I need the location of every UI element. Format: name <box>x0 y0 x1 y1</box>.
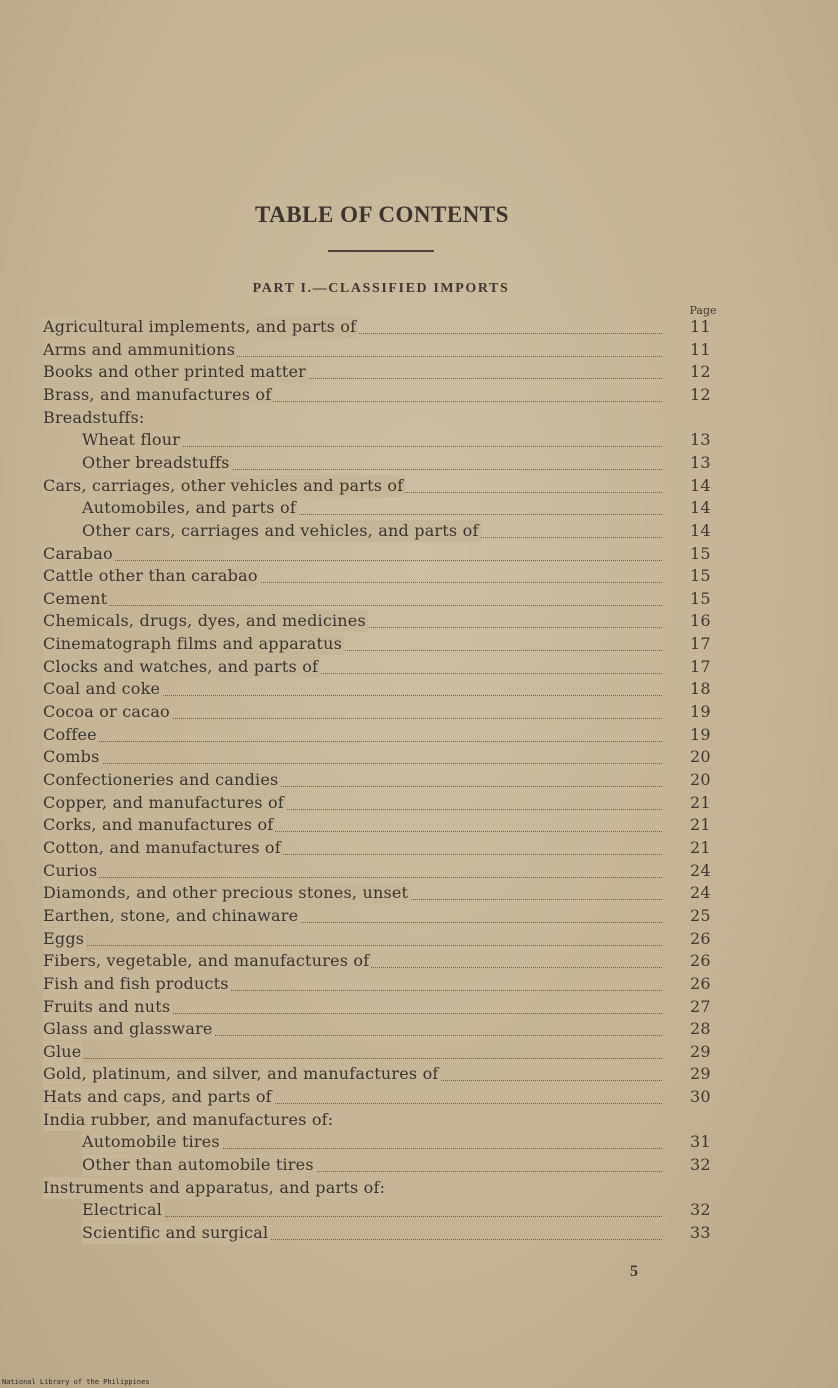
dot-leader <box>43 719 662 742</box>
toc-entry-page: 15 <box>690 588 711 608</box>
toc-entry-label: Combs <box>43 747 100 767</box>
toc-entry-label: Brass, and manufactures of <box>43 384 272 404</box>
toc-entry-label: Cinematograph films and apparatus <box>43 634 343 654</box>
toc-entry-label: Cars, carriages, other vehicles and parts of <box>43 475 404 495</box>
toc-entry-page: 26 <box>690 928 711 948</box>
toc-entry-label: Arms and ammunitions <box>43 339 236 359</box>
toc-entry-page: 18 <box>690 679 711 699</box>
dot-leader <box>43 1036 662 1059</box>
toc-entry-page: 28 <box>690 1019 711 1039</box>
toc-entry-page: 21 <box>690 815 711 835</box>
scan-credit: National Library of the Philippines <box>2 1378 150 1386</box>
toc-entry-label: Copper, and manufactures of <box>43 792 284 812</box>
toc-entry-page: 26 <box>690 973 711 993</box>
toc-entry-page: 32 <box>690 1200 711 1220</box>
toc-entry-label: Wheat flour <box>82 430 181 450</box>
toc-entry-label: Instruments and apparatus, and parts of: <box>43 1177 386 1197</box>
toc-entry-page: 14 <box>690 475 711 495</box>
toc-entry-label: Other than automobile tires <box>82 1155 314 1175</box>
folio-number: 5 <box>630 1263 638 1280</box>
toc-entry-page: 24 <box>690 860 711 880</box>
toc-entry-page: 14 <box>690 498 711 518</box>
toc-entry-label: Books and other printed matter <box>43 362 306 382</box>
toc-entry-label: Glass and glassware <box>43 1019 213 1039</box>
toc-entry-page: 19 <box>690 724 711 744</box>
dot-leader <box>43 923 662 946</box>
toc-entry-page: 29 <box>690 1064 711 1084</box>
toc-entry-label: Electrical <box>82 1200 163 1220</box>
toc-entry-page: 33 <box>690 1223 711 1242</box>
toc-entry-label: Curios <box>43 860 98 880</box>
toc-entry-label: Coal and coke <box>43 679 161 699</box>
title-rule <box>328 250 434 252</box>
toc-entry-label: Automobiles, and parts of <box>82 498 296 518</box>
toc-entry-label: Scientific and surgical <box>82 1223 269 1242</box>
toc-entry-label: Clocks and watches, and parts of <box>43 656 319 676</box>
toc-entry-label: India rubber, and manufactures of: <box>43 1109 334 1129</box>
toc-entry-page: 20 <box>690 770 711 789</box>
dot-leader <box>43 741 662 764</box>
toc-entry-page: 24 <box>690 883 711 903</box>
toc-entry-page: 17 <box>690 656 711 676</box>
toc-entry-label: Cattle other than carabao <box>43 566 258 586</box>
toc-entry-label: Cocoa or cacao <box>43 702 170 722</box>
toc-entry-page: 12 <box>690 362 711 382</box>
toc-entry-page: 11 <box>690 317 711 336</box>
toc-entry-page: 21 <box>690 792 711 812</box>
toc-entry <box>0 1086 838 1108</box>
toc-entry-label: Eggs <box>43 928 85 948</box>
toc-entry-page: 17 <box>690 634 711 654</box>
toc-entry-label: Corks, and manufactures of <box>43 815 274 835</box>
toc-entry-label: Cement <box>43 588 108 608</box>
toc-entry <box>0 1154 838 1176</box>
toc-entry-label: Diamonds, and other precious stones, unset <box>43 883 409 903</box>
toc-entry-page: 29 <box>690 1041 711 1061</box>
dot-leader <box>43 583 662 606</box>
toc-entry-page: 32 <box>690 1155 711 1175</box>
dot-leader <box>82 1194 662 1217</box>
toc-entry-page: 12 <box>690 384 711 404</box>
toc-entry-label: Gold, platinum, and silver, and manufactures of <box>43 1064 439 1084</box>
toc-entry-label: Breadstuffs: <box>43 407 145 427</box>
toc-entry-page: 25 <box>690 905 711 925</box>
toc-entry-label: Agricultural implements, and parts of <box>43 317 357 336</box>
toc-entry-label: Confectioneries and candies <box>43 770 279 789</box>
dot-leader <box>43 538 662 561</box>
toc-entry-label: Other breadstuffs <box>82 452 230 472</box>
toc-entry-page: 15 <box>690 566 711 586</box>
toc-entry-page: 14 <box>690 520 711 540</box>
toc-entry-page: 13 <box>690 430 711 450</box>
toc-entry-label: Automobile tires <box>82 1132 220 1152</box>
toc-entry-page: 30 <box>690 1087 711 1107</box>
toc-entry-page: 20 <box>690 747 711 767</box>
toc-entry-label: Fibers, vegetable, and manufactures of <box>43 951 370 971</box>
toc-entry-label: Fruits and nuts <box>43 996 171 1016</box>
toc-entry <box>0 1222 838 1244</box>
toc-entry-page: 31 <box>690 1132 711 1152</box>
toc-entry-label: Earthen, stone, and chinaware <box>43 905 299 925</box>
toc-entry <box>0 384 838 406</box>
toc-entry-page: 11 <box>690 339 711 359</box>
page-title: TABLE OF CONTENTS <box>255 202 509 227</box>
toc-entry-page: 13 <box>690 452 711 472</box>
toc-entry-label: Other cars, carriages and vehicles, and parts of <box>82 520 479 540</box>
toc-entry-label: Hats and caps, and parts of <box>43 1087 272 1107</box>
toc-entry-label: Glue <box>43 1041 82 1061</box>
toc-entry-page: 27 <box>690 996 711 1016</box>
toc-entry-page: 21 <box>690 837 711 857</box>
toc-entry-label: Fish and fish products <box>43 973 229 993</box>
toc-entry-page: 16 <box>690 611 711 631</box>
part-heading: PART I.—CLASSIFIED IMPORTS <box>252 281 510 296</box>
toc-entry-page: 19 <box>690 702 711 722</box>
dot-leader <box>43 855 662 878</box>
toc-entry-label: Cotton, and manufactures of <box>43 837 281 857</box>
toc-entry-page: 26 <box>690 951 711 971</box>
toc-entry-page: 15 <box>690 543 711 563</box>
page-column-heading: Page <box>689 304 717 317</box>
toc-entry-label: Coffee <box>43 724 97 744</box>
toc-entry-label: Chemicals, drugs, dyes, and medicines <box>43 611 366 631</box>
toc-entry-label: Carabao <box>43 543 113 563</box>
